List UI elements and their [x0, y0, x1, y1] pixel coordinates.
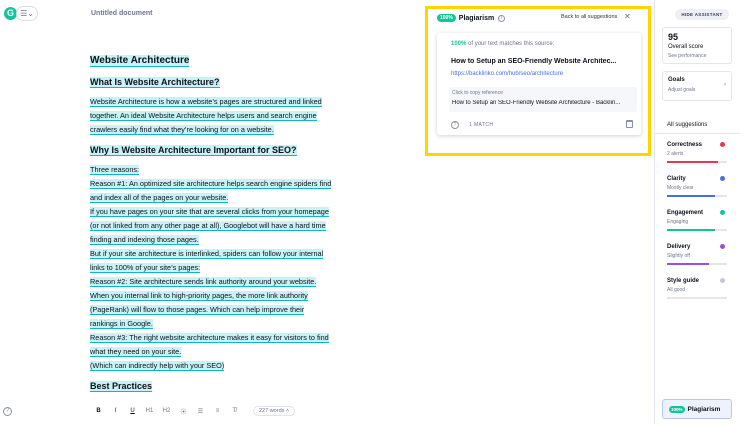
- match-percent-line: 100% of your text matches this source:: [451, 41, 555, 47]
- adjust-goals-link[interactable]: Adjust goals: [668, 87, 696, 93]
- format-toolbar: [90, 405, 295, 417]
- text-line: and index all of the pages on your website.: [90, 193, 229, 202]
- chevron-right-icon: ›: [724, 82, 726, 88]
- paragraph-definition: [90, 95, 360, 137]
- all-suggestions-tab[interactable]: All suggestions: [667, 122, 708, 128]
- category-correctness[interactable]: [655, 135, 740, 169]
- word-count[interactable]: 227 words ˄: [253, 406, 295, 416]
- category-dot-icon: [720, 142, 725, 147]
- copy-reference-box[interactable]: [449, 87, 637, 112]
- close-icon[interactable]: ✕: [624, 12, 631, 21]
- heading-why-important: Why Is Website Architecture Important for SEO?: [90, 145, 297, 155]
- plagiarism-badge: 100%: [437, 14, 456, 22]
- see-performance-link[interactable]: See performance: [668, 53, 707, 59]
- text-line: Website Architecture is how a website’s pages are structured and linked: [90, 97, 322, 106]
- category-style-guide[interactable]: [655, 271, 740, 305]
- sidebar-divider: [655, 133, 740, 134]
- trash-icon[interactable]: [626, 120, 633, 128]
- text-line: Reason #1: An optimized site architecture helps search engine spiders find: [90, 179, 332, 188]
- text-line: together. An ideal Website Architecture helps users and search engine: [90, 111, 317, 120]
- category-status: All good: [667, 287, 686, 293]
- h1-button[interactable]: H1: [145, 408, 154, 414]
- bullet-list-icon[interactable]: ≡: [215, 408, 220, 414]
- category-progress-fill: [667, 195, 715, 197]
- overall-score-value: 95: [668, 32, 679, 42]
- category-delivery[interactable]: [655, 237, 740, 271]
- category-dot-icon: [720, 244, 725, 249]
- question-icon[interactable]: ?: [451, 121, 459, 129]
- plagiarism-button-label: Plagiarism: [687, 405, 721, 413]
- source-title[interactable]: How to Setup an SEO-Friendly Website Architec...: [451, 58, 617, 65]
- clear-format-icon[interactable]: T̸: [232, 408, 237, 414]
- category-name: Clarity: [667, 176, 686, 182]
- overall-score-label: Overall score: [668, 44, 704, 50]
- category-status: Engaging: [667, 219, 689, 225]
- goals-card[interactable]: [662, 71, 732, 101]
- source-url-link[interactable]: https://backlinko.com/hub/seo/architecture: [451, 71, 564, 77]
- plagiarism-button[interactable]: [662, 399, 732, 419]
- category-progress-fill: [667, 161, 718, 163]
- link-icon[interactable]: ⦿: [180, 409, 187, 416]
- overall-score-card[interactable]: [662, 27, 732, 64]
- text-line: (or not linked from any other page at all), Googlebot will have a hard time: [90, 221, 326, 230]
- category-progress: [667, 263, 727, 265]
- h2-button[interactable]: H2: [162, 408, 171, 414]
- text-line: But if your site architecture is interlinked, spiders can follow your internal: [90, 249, 324, 258]
- category-name: Engagement: [667, 210, 704, 216]
- category-progress-fill: [667, 263, 709, 265]
- category-dot-icon: [720, 210, 725, 215]
- help-icon[interactable]: ?: [3, 407, 12, 416]
- category-name: Delivery: [667, 244, 691, 250]
- underline-button[interactable]: U: [130, 408, 135, 414]
- category-progress: [667, 195, 727, 197]
- category-name: Correctness: [667, 142, 703, 148]
- back-to-suggestions-link[interactable]: Back to all suggestions: [561, 14, 618, 20]
- category-dot-icon: [720, 176, 725, 181]
- copy-reference-label: Click to copy reference: [452, 90, 503, 96]
- category-progress: [667, 297, 727, 299]
- category-status: Slightly off: [667, 253, 690, 259]
- menu-icon[interactable]: ☰⌄: [16, 6, 38, 21]
- text-line: If you have pages on your site that are several clicks from your homepage: [90, 207, 329, 216]
- category-clarity[interactable]: [655, 169, 740, 203]
- info-icon[interactable]: i: [498, 15, 505, 22]
- heading-what-is: What Is Website Architecture?: [90, 77, 220, 87]
- italic-button[interactable]: I: [114, 408, 117, 414]
- editor[interactable]: [90, 50, 360, 402]
- text-line: finding and indexing those pages.: [90, 235, 199, 244]
- category-engagement[interactable]: [655, 203, 740, 237]
- text-line: crawlers easily find what they’re looking for on a website.: [90, 125, 274, 134]
- hide-assistant-button[interactable]: HIDE ASSISTANT: [675, 9, 729, 20]
- category-progress: [667, 229, 727, 231]
- text-line: Reason #3: The right website architecture makes it easy for visitors to find: [90, 333, 329, 342]
- text-line: what they need on your site.: [90, 347, 182, 356]
- ordered-list-icon[interactable]: ☰: [197, 408, 204, 415]
- heading-h1: Website Architecture: [90, 55, 190, 66]
- category-progress: [667, 161, 727, 163]
- text-line: (Which can indirectly help with your SEO): [90, 361, 225, 370]
- category-progress-fill: [667, 229, 715, 231]
- document-title[interactable]: Untitled document: [91, 10, 153, 17]
- match-count: 1 MATCH: [469, 122, 494, 128]
- category-status: 2 alerts: [667, 151, 684, 157]
- category-status: Mostly clear: [667, 185, 694, 191]
- text-line: Three reasons:: [90, 165, 140, 174]
- grammarly-logo-icon[interactable]: G: [4, 7, 17, 20]
- plagiarism-card[interactable]: [437, 33, 641, 135]
- text-line: When you internal link to high-priority pages, the more link authority: [90, 291, 308, 300]
- text-line: rankings in Google.: [90, 319, 153, 328]
- copy-reference-text[interactable]: How to Setup an SEO-Friendly Website Architecture - Backlin...: [452, 100, 621, 106]
- goals-label: Goals: [668, 77, 685, 83]
- heading-best-practices: Best Practices: [90, 381, 153, 391]
- category-dot-icon: [720, 278, 725, 283]
- bold-button[interactable]: B: [96, 408, 101, 414]
- text-line: links to 100% of your site’s pages:: [90, 263, 201, 272]
- plagiarism-button-badge: 100%: [671, 406, 683, 412]
- text-line: (PageRank) will flow to those pages. Which can help improve their: [90, 305, 305, 314]
- paragraph-reasons: [90, 163, 360, 373]
- text-line: Reason #2: Site architecture sends link authority around your website.: [90, 277, 317, 286]
- plagiarism-title: Plagiarism: [458, 14, 495, 22]
- category-name: Style guide: [667, 278, 700, 284]
